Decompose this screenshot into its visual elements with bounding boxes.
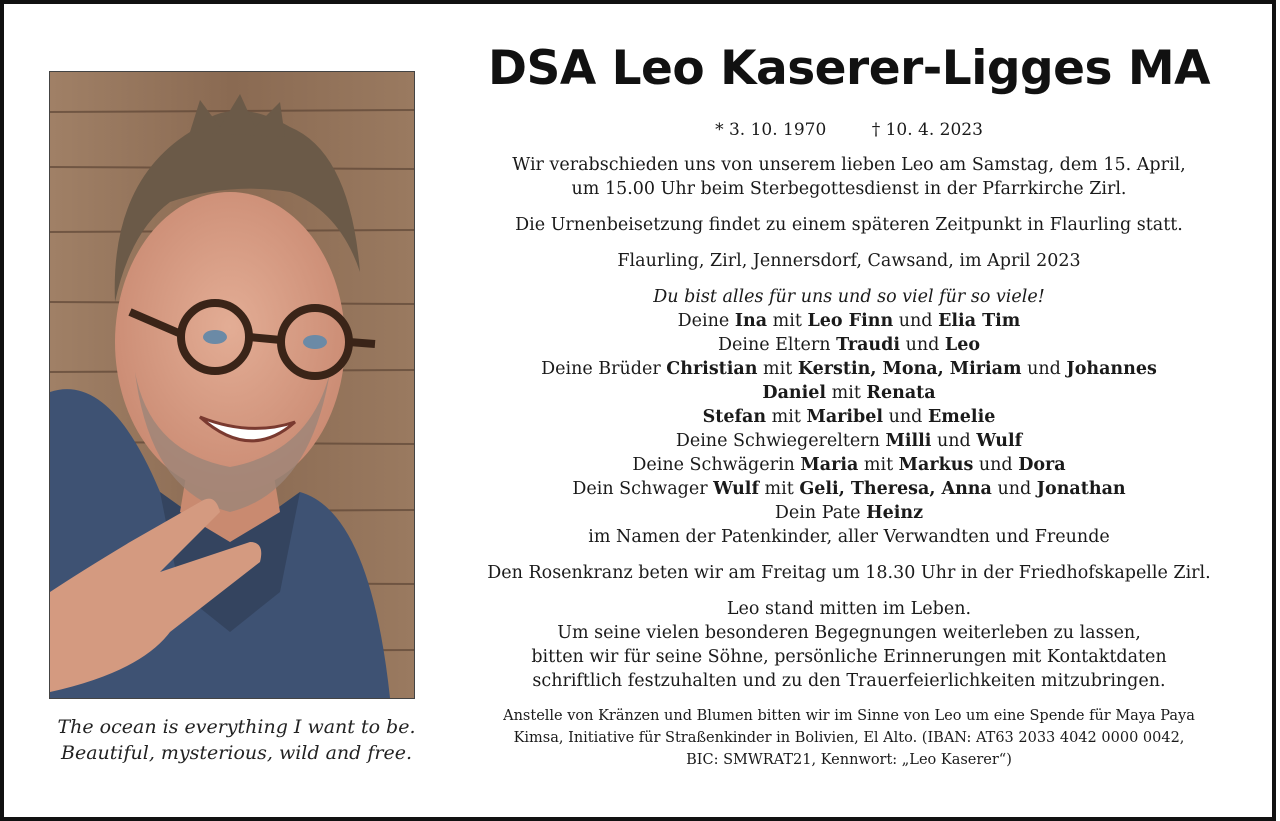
mourner-row: Dein Schwager Wulf mit Geli, Theresa, Anna und Jonathan xyxy=(572,479,1126,499)
service-line-2: um 15.00 Uhr beim Sterbegottesdienst in der Pfarrkirche Zirl. xyxy=(571,179,1127,199)
request-line-1: Leo stand mitten im Leben. xyxy=(726,599,972,619)
quote xyxy=(34,714,439,766)
place-date: Flaurling, Zirl, Jennersdorf, Cawsand, im April 2023 xyxy=(617,251,1081,271)
donation-line-3: BIC: SMWRAT21, Kennwort: „Leo Kaserer“) xyxy=(686,752,1012,768)
notice-text xyxy=(444,34,1254,771)
request-line-3: bitten wir für seine Söhne, persönliche Erinnerungen mit Kontaktdaten xyxy=(531,647,1167,667)
portrait-photo xyxy=(49,71,415,699)
mourner-row: Deine Eltern Traudi und Leo xyxy=(717,335,981,355)
mourner-row: Deine Ina mit Leo Finn und Elia Tim xyxy=(677,311,1021,331)
quote-line-2: Beautiful, mysterious, wild and free. xyxy=(61,742,412,764)
mourner-row: im Namen der Patenkinder, aller Verwandten und Freunde xyxy=(588,527,1110,547)
life-dates xyxy=(444,119,1254,141)
mourner-row: Deine Schwägerin Maria mit Markus und Dora xyxy=(632,455,1066,475)
quote-line-1: The ocean is everything I want to be. xyxy=(57,716,416,738)
mourner-row: Deine Schwiegereltern Milli und Wulf xyxy=(675,431,1023,451)
donation-line-2: Kimsa, Initiative für Straßenkinder in Bolivien, El Alto. (IBAN: AT63 2033 4042 0000 0042, xyxy=(513,730,1185,746)
request-line-4: schriftlich festzuhalten und zu den Trauerfeierlichkeiten mitzubringen. xyxy=(532,671,1166,691)
mourner-row: Dein Pate Heinz xyxy=(774,503,924,523)
mourner-row: Stefan mit Maribel und Emelie xyxy=(702,407,996,427)
mourner-row: Daniel mit Renata xyxy=(762,383,936,403)
service-line-1: Wir verabschieden uns von unserem lieben Leo am Samstag, dem 15. April, xyxy=(512,155,1186,175)
deceased-name: DSA Leo Kaserer-Ligges MA xyxy=(487,41,1210,96)
death-date: † 10. 4. 2023 xyxy=(871,120,983,140)
motto: Du bist alles für uns und so viel für so viele! xyxy=(653,287,1045,307)
urn-burial: Die Urnenbeisetzung findet zu einem späteren Zeitpunkt in Flaurling statt. xyxy=(515,215,1183,235)
donation-line-1: Anstelle von Kränzen und Blumen bitten wir im Sinne von Leo um eine Spende für Maya Paya xyxy=(503,708,1195,724)
mourner-row: Deine Brüder Christian mit Kerstin, Mona, Miriam und Johannes xyxy=(541,359,1157,379)
rosary: Den Rosenkranz beten wir am Freitag um 18.30 Uhr in der Friedhofskapelle Zirl. xyxy=(487,563,1211,583)
birth-date: * 3. 10. 1970 xyxy=(715,120,827,140)
request-line-2: Um seine vielen besonderen Begegnungen weiterleben zu lassen, xyxy=(557,623,1141,643)
